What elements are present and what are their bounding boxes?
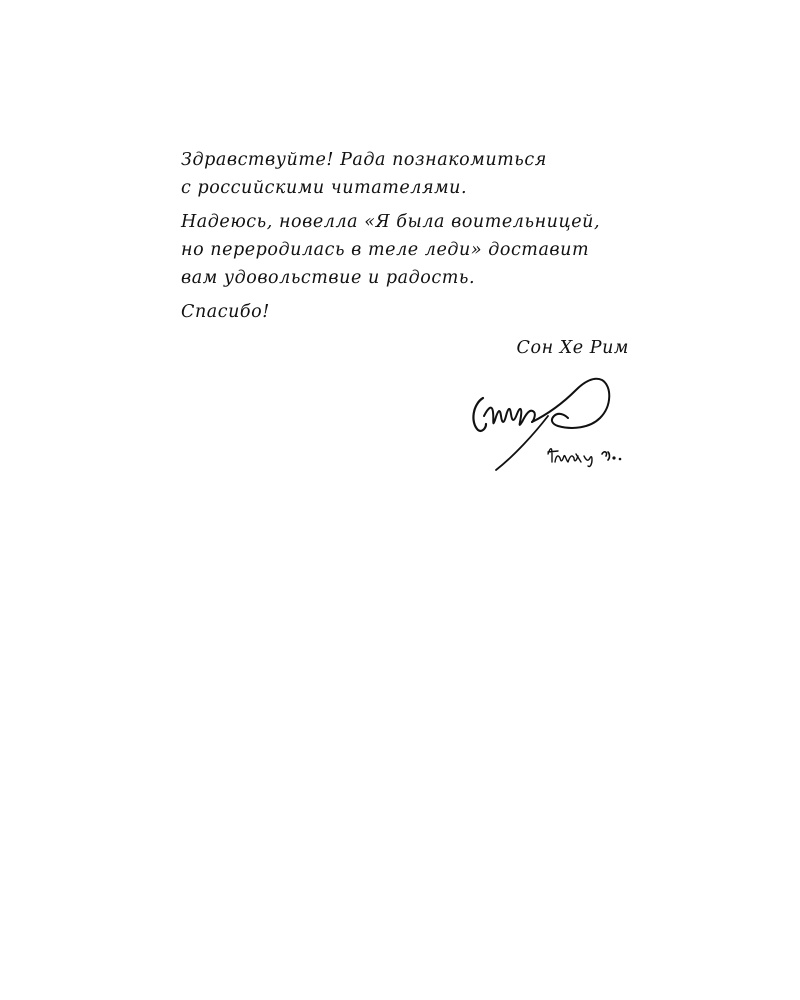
greeting-line-1: Здравствуйте! Рада познакомиться xyxy=(181,150,547,170)
signature-inscription-stroke xyxy=(548,449,592,467)
letter-body xyxy=(181,146,641,332)
signature-scribble-stroke xyxy=(484,408,535,425)
signature-smile-stroke xyxy=(602,452,610,460)
signature-tail-stroke xyxy=(496,416,548,470)
wish-line-1: Надеюсь, новелла «Я была воительницей, xyxy=(181,212,601,232)
signature-smile-dot xyxy=(619,458,622,461)
greeting-paragraph xyxy=(181,146,641,202)
author-name: Сон Хе Рим xyxy=(516,338,629,358)
greeting-line-2: с российскими читателями. xyxy=(181,178,468,198)
thanks-line: Спасибо! xyxy=(181,302,270,322)
signature-smile-dot xyxy=(612,456,615,459)
handwritten-signature xyxy=(462,372,642,476)
wish-line-2: но переродилась в теле леди» доставит xyxy=(181,240,590,260)
wish-paragraph xyxy=(181,208,641,292)
thanks-paragraph xyxy=(181,298,641,326)
wish-line-3: вам удовольствие и радость. xyxy=(181,268,476,288)
